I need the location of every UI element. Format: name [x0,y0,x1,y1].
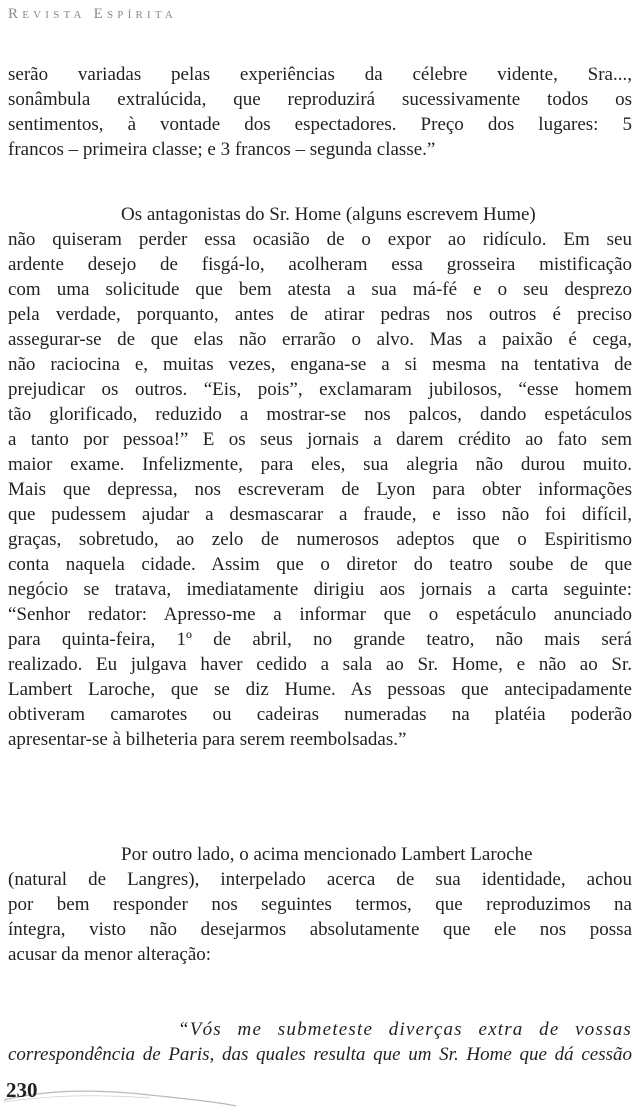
text-line: sentimentos, à vontade dos espectadores. Preço dos lugares: 5 [8,114,632,135]
text-line: francos – primeira classe; e 3 francos – segunda classe.” [8,139,436,160]
text-line: realizado. Eu julgava haver cedido a sala ao Sr. Home, e não ao Sr. [8,654,632,675]
text-line: acusar da menor alteração: [8,944,212,965]
paragraph-laroche [8,842,632,967]
text-line: ardente desejo de fisgá-lo, acolheram essa grosseira mistificação [8,254,632,275]
text-line: não raciocina e, muitas vezes, engana-se a si mesma na tentativa de [8,354,632,375]
text-line: “Senhor redator: Apresso-me a informar que o espetáculo anunciado [8,604,632,625]
text-line: íntegra, visto não desejarmos absolutamente que ele nos possa [8,919,632,940]
text-line: graças, sobretudo, ao zelo de numerosos adeptos que o Espiritismo [8,529,632,550]
text-line: Mais que depressa, nos escreveram de Lyon para obter informações [8,479,632,500]
text-line: conta naquela cidade. Assim que o diretor do teatro soube de que [8,554,632,575]
text-line: que pudessem ajudar a desmascarar a fraude, e isso não foi difícil, [8,504,632,525]
text-line: apresentar-se à bilheteria para serem reembolsadas.” [8,729,407,750]
text-line: a tanto por pessoa!” E os seus jornais a darem crédito ao fato sem [8,429,632,450]
text-line: prejudicar os outros. “Eis, pois”, exclamaram jubilosos, “esse homem [8,379,632,400]
text-line: serão variadas pelas experiências da célebre vidente, Sra..., [8,64,632,85]
text-line: para quinta-feira, 1º de abril, no grande teatro, não mais será [8,629,632,650]
text-line: correspondência de Paris, das quales resulta que um Sr. Home que dá cessão [8,1044,632,1065]
text-line: não quiseram perder essa ocasião de o expor ao ridículo. Em seu [8,229,632,250]
text-line: “Vós me submeteste diverças extra de vossas [178,1019,632,1040]
text-line: tão glorificado, reduzido a mostrar-se nos palcos, dando espetáculos [8,404,632,425]
quoted-letter [8,1017,632,1067]
text-line: pela verdade, porquanto, antes de atirar pedras nos outros é preciso [8,304,632,325]
text-line: por bem responder nos seguintes termos, que reproduzimos na [8,894,632,915]
text-line: obtiveram camarotes ou cadeiras numeradas na platéia poderão [8,704,632,725]
paragraph-antagonists [8,202,632,752]
text-line: Por outro lado, o acima mencionado Lambert Laroche [121,844,533,865]
text-line: Os antagonistas do Sr. Home (alguns escrevem Hume) [121,204,536,225]
paragraph-continuation [8,62,632,162]
text-line: com uma solicitude que bem atesta a sua má-fé e o seu desprezo [8,279,632,300]
text-line: Lambert Laroche, que se diz Hume. As pessoas que antecipadamente [8,679,632,700]
text-line: assegurar-se de que elas não errarão o alvo. Mas a paixão é cega, [8,329,632,350]
text-line: sonâmbula extralúcida, que reproduzirá sucessivamente todos os [8,89,632,110]
text-line: negócio se tratava, imediatamente dirigiu aos jornais a carta seguinte: [8,579,632,600]
page-number: 230 [6,1078,38,1102]
running-header: Revista Espírita [8,6,178,22]
text-line: maior exame. Infelizmente, para eles, sua alegria não durou muito. [8,454,632,475]
text-line: (natural de Langres), interpelado acerca de sua identidade, achou [8,869,632,890]
